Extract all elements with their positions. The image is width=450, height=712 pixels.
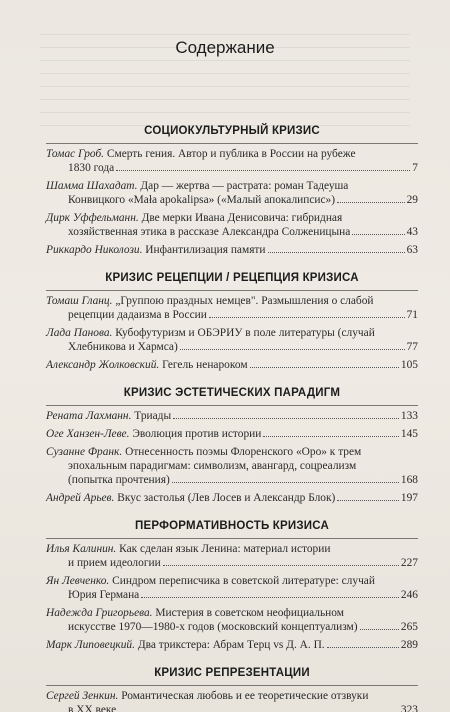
page-number: 133: [400, 410, 418, 422]
section-gap: [46, 261, 418, 271]
entry-title-line: Два трикстера: Абрам Терц vs Д. А. П.: [137, 639, 325, 651]
page-number: 29: [406, 194, 418, 206]
entry-line: [46, 294, 418, 308]
entry-line: [46, 427, 418, 441]
entry-line: [46, 445, 418, 459]
entry-text: [46, 148, 356, 160]
entry-author: Томаш Гланц.: [46, 295, 113, 307]
entry-line: [46, 179, 418, 193]
page-number: 323: [400, 704, 418, 712]
table-of-contents: [46, 124, 418, 712]
page-number: 246: [400, 589, 418, 601]
entry-line: [46, 542, 418, 556]
entry-author: Сузанне Франк.: [46, 446, 123, 458]
page-title: Содержание: [175, 38, 275, 57]
entry-text: [46, 446, 361, 458]
entry-title-line: Две мерки Ивана Денисовича: гибридная: [141, 212, 343, 224]
entry-line: [46, 556, 418, 570]
page-number: 105: [400, 359, 418, 371]
entry-author: Риккардо Николози.: [46, 244, 143, 256]
entry-title-line: Как сделан язык Ленина: материал истории: [119, 543, 331, 555]
entry-line: [46, 308, 418, 322]
page-number: 168: [400, 474, 418, 486]
entry-title-line: эпохальным парадигмам: символизм, авангард, соцреализм: [68, 460, 357, 472]
section-gap: [46, 656, 418, 666]
entry-title-line: Гегель ненароком: [162, 359, 248, 371]
entry-text: [68, 308, 207, 322]
dot-leader: [360, 629, 399, 630]
entry-author: Андрей Арьев.: [46, 492, 115, 504]
entry-title-line: Хлебникова и Хармса): [68, 341, 178, 353]
dot-leader: [263, 436, 399, 437]
entry-line: [46, 473, 418, 487]
entry-author: Надежда Григорьева.: [46, 607, 153, 619]
entry-title-line: искусстве 1970—1980-х годов (московский концептуализм): [68, 621, 358, 633]
page-number: 197: [400, 492, 418, 504]
dot-leader: [337, 500, 399, 501]
entry-title-line: Кубофутуризм и ОБЭРИУ в поле литературы (случай: [115, 327, 375, 339]
toc-entry[interactable]: [46, 638, 418, 652]
entry-text: [46, 690, 368, 702]
entry-text: [68, 703, 116, 712]
toc-entry[interactable]: [46, 358, 418, 372]
page-number: 63: [406, 244, 418, 256]
page-number: 43: [406, 226, 418, 238]
entry-text: [46, 427, 261, 441]
page-number: 265: [400, 621, 418, 633]
entry-author: Дирк Уффельманн.: [46, 212, 139, 224]
entry-text: [68, 556, 161, 570]
toc-entry[interactable]: [46, 689, 418, 712]
entry-line: [46, 358, 418, 372]
entry-line: [46, 459, 418, 473]
entry-text: [46, 358, 248, 372]
section-divider: [46, 143, 418, 144]
entry-line: [46, 491, 418, 505]
entry-title-line: Конвицкого «Mała apokalipsa» («Малый апокалипсис»): [68, 194, 336, 206]
dot-leader: [352, 234, 404, 235]
entry-text: [46, 180, 348, 192]
entry-title-line: 1830 года: [68, 162, 115, 174]
section-divider: [46, 290, 418, 291]
toc-entry[interactable]: [46, 542, 418, 570]
toc-entry[interactable]: [46, 606, 418, 634]
entry-title-line: Отнесенность поэмы Флоренского «Оро» к трем: [125, 446, 362, 458]
section-divider: [46, 538, 418, 539]
entry-text: [46, 327, 375, 339]
page-number: 289: [400, 639, 418, 651]
entry-line: [46, 638, 418, 652]
dot-leader: [180, 349, 405, 350]
dot-leader: [163, 565, 399, 566]
entry-line: [46, 574, 418, 588]
section-heading: ПЕРФОРМАТИВНОСТЬ КРИЗИСА: [135, 520, 329, 532]
entry-author: Марк Липовецкий.: [46, 639, 135, 651]
entry-text: [46, 607, 344, 619]
entry-title-line: Вкус застолья (Лев Лосев и Александр Блок): [117, 492, 336, 504]
entry-text: [46, 491, 335, 505]
dot-leader: [116, 170, 410, 171]
entry-text: [46, 243, 266, 257]
entry-title-line: Триады: [134, 410, 172, 422]
entry-line: [46, 606, 418, 620]
entry-line: [46, 689, 418, 703]
entry-text: [68, 340, 178, 354]
section-heading: СОЦИОКУЛЬТУРНЫЙ КРИЗИС: [144, 125, 320, 137]
section-divider: [46, 405, 418, 406]
dot-leader: [337, 202, 405, 203]
entry-author: Томас Гроб.: [46, 148, 105, 160]
entry-text: [46, 409, 171, 423]
entry-author: Ян Левченко.: [46, 575, 110, 587]
dot-leader: [172, 482, 399, 483]
toc-entry[interactable]: [46, 147, 418, 175]
entry-author: Илья Калинин.: [46, 543, 117, 555]
entry-line: [46, 409, 418, 423]
toc-entry[interactable]: [46, 211, 418, 239]
page-number: 145: [400, 428, 418, 440]
entry-text: [68, 473, 170, 487]
entry-title-line: Инфантилизация памяти: [145, 244, 266, 256]
dot-leader: [173, 418, 399, 419]
section-gap: [46, 509, 418, 519]
entry-title-line: Юрия Германа: [68, 589, 140, 601]
page-number: 7: [412, 162, 418, 174]
entry-title-line: и прием идеологии: [68, 557, 161, 569]
entry-title-line: Романтическая любовь и ее теоретические отзвуки: [121, 690, 369, 702]
entry-text: [46, 212, 342, 224]
entry-title-line: хозяйственная этика в рассказе Александра Солженицына: [68, 226, 351, 238]
section-heading: КРИЗИС ЭСТЕТИЧЕСКИХ ПАРАДИГМ: [123, 387, 341, 399]
entry-line: [46, 588, 418, 602]
entry-text: [46, 638, 325, 652]
entry-author: Шамма Шахадат.: [46, 180, 138, 192]
toc-entry[interactable]: [46, 574, 418, 602]
entry-title-line: Дар — жертва — растрата: роман Тадеуша: [140, 180, 349, 192]
entry-title-line: Мистерия в советском неофициальном: [155, 607, 344, 619]
dot-leader: [209, 317, 405, 318]
entry-author: Сергей Зенкин.: [46, 690, 119, 702]
page-number: 77: [406, 341, 418, 353]
entry-line: [46, 161, 418, 175]
toc-entry[interactable]: [46, 427, 418, 441]
entry-text: [68, 620, 358, 634]
toc-entry[interactable]: [46, 179, 418, 207]
page-number: 71: [406, 309, 418, 321]
dot-leader: [250, 367, 399, 368]
entry-text: [68, 161, 114, 175]
toc-entry[interactable]: [46, 491, 418, 505]
entry-title-line: Смерть гения. Автор и публика в России на рубеже: [106, 148, 356, 160]
entry-line: [46, 703, 418, 712]
toc-entry[interactable]: [46, 294, 418, 322]
entry-author: Лада Панова.: [46, 327, 113, 339]
entry-line: [46, 211, 418, 225]
entry-line: [46, 340, 418, 354]
dot-leader: [268, 252, 405, 253]
entry-title-line: (попытка прочтения): [68, 474, 170, 486]
toc-entry[interactable]: [46, 326, 418, 354]
entry-text: [46, 295, 374, 307]
entry-text: [68, 460, 356, 472]
toc-entry[interactable]: [46, 243, 418, 257]
entry-title-line: в XX веке: [68, 704, 117, 712]
entry-line: [46, 225, 418, 239]
entry-title-line: „Группою праздных немцев". Размышления о слабой: [115, 295, 374, 307]
toc-entry[interactable]: [46, 409, 418, 423]
entry-line: [46, 147, 418, 161]
entry-text: [68, 588, 139, 602]
section-divider: [46, 685, 418, 686]
dot-leader: [141, 597, 399, 598]
entry-line: [46, 193, 418, 207]
entry-title-line: рецепции дадаизма в России: [68, 309, 207, 321]
entry-author: Оге Ханзен-Леве.: [46, 428, 130, 440]
entry-title-line: Эволюция против истории: [132, 428, 262, 440]
section-gap: [46, 376, 418, 386]
entry-author: Александр Жолковский.: [46, 359, 160, 371]
section-heading: КРИЗИС РЕПРЕЗЕНТАЦИИ: [154, 667, 310, 679]
entry-text: [68, 225, 350, 239]
entry-line: [46, 243, 418, 257]
entry-line: [46, 620, 418, 634]
entry-author: Рената Лахманн.: [46, 410, 132, 422]
toc-entry[interactable]: [46, 445, 418, 487]
entry-title-line: Синдром переписчика в советской литературе: случай: [112, 575, 375, 587]
entry-line: [46, 326, 418, 340]
entry-text: [46, 543, 330, 555]
dot-leader: [327, 647, 399, 648]
entry-text: [68, 193, 335, 207]
page-number: 227: [400, 557, 418, 569]
section-heading: КРИЗИС РЕЦЕПЦИИ / РЕЦЕПЦИЯ КРИЗИСА: [105, 272, 359, 284]
entry-text: [46, 575, 375, 587]
